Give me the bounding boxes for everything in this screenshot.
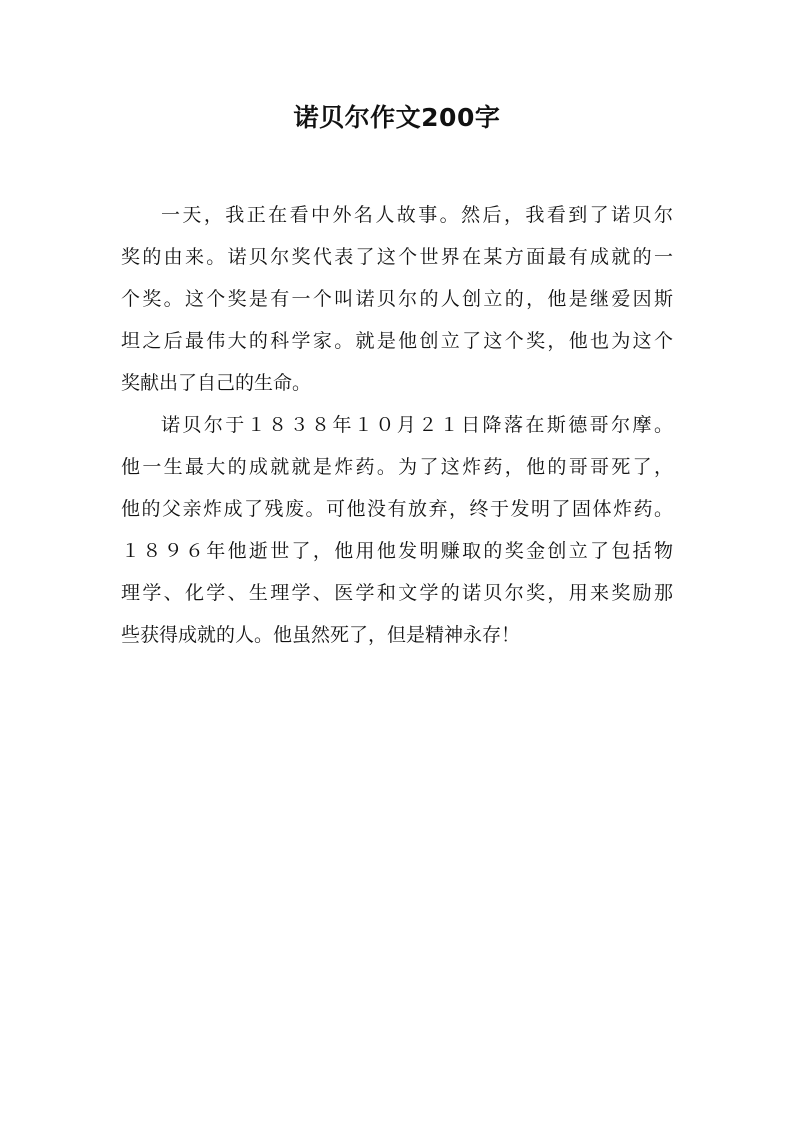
paragraph-line: 个奖。这个奖是有一个叫诺贝尔的人创立的，他是继爱因斯 [121,288,673,310]
paragraph-line: 理学、化学、生理学、医学和文学的诺贝尔奖，用来奖励那 [121,582,673,604]
document-body [121,194,673,656]
paragraph-line: 些获得成就的人。他虽然死了，但是精神永存！ [121,624,521,646]
paragraph-line: 坦之后最伟大的科学家。就是他创立了这个奖，他也为这个 [121,330,673,352]
paragraph-line: 一天，我正在看中外名人故事。然后，我看到了诺贝尔 [161,204,673,226]
document-title: 诺贝尔作文200字 [293,103,501,132]
paragraph-2 [121,404,673,656]
paragraph-1 [121,194,673,404]
paragraph-line: 诺贝尔于１８３８年１０月２１日降落在斯德哥尔摩。 [161,414,673,436]
paragraph-line: 奖献出了自己的生命。 [121,372,312,394]
paragraph-line: 他的父亲炸成了残废。可他没有放弃，终于发明了固体炸药。 [121,498,673,520]
paragraph-line: 他一生最大的成就就是炸药。为了这炸药，他的哥哥死了， [121,456,673,478]
paragraph-line: 奖的由来。诺贝尔奖代表了这个世界在某方面最有成就的一 [121,246,673,268]
paragraph-line: １８９６年他逝世了，他用他发明赚取的奖金创立了包括物 [121,540,673,562]
